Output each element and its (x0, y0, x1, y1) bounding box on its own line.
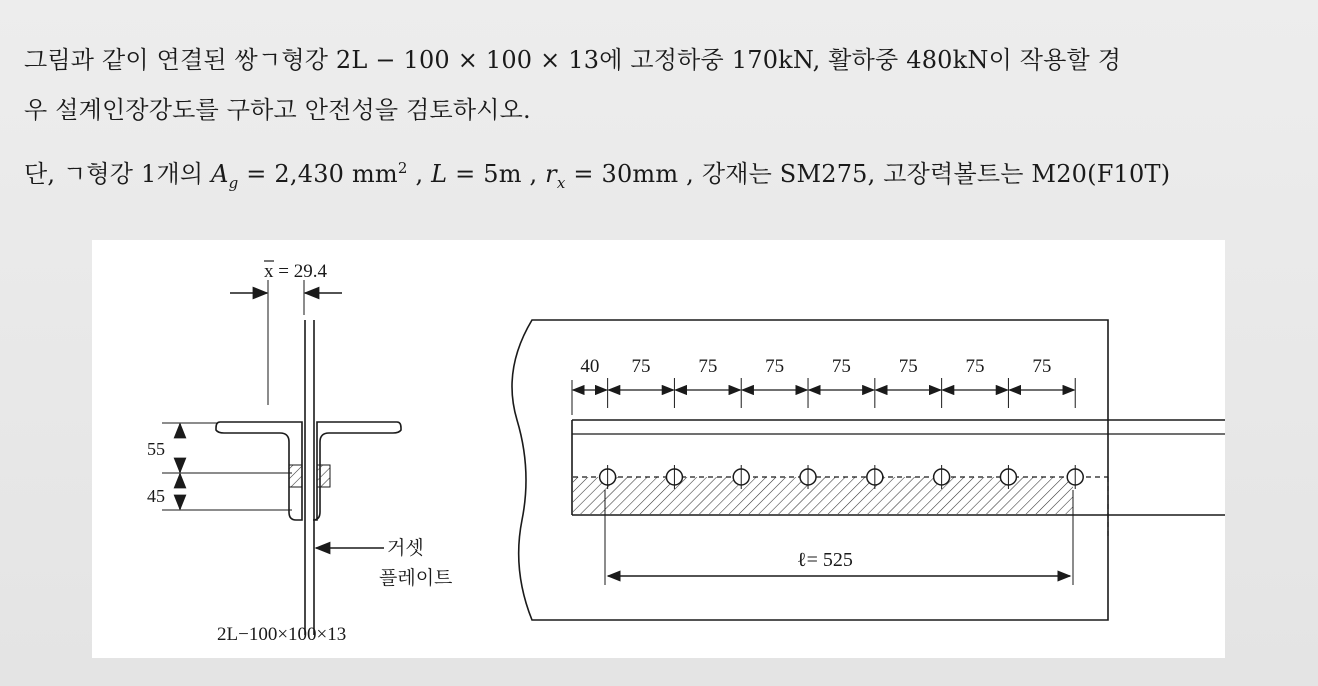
r-value: = 30mm (565, 160, 679, 188)
line3-suffix: , 강재는 SM275, 고장력볼트는 M20(F10T) (678, 160, 1171, 188)
problem-line-2: 우 설계인장강도를 구하고 안전성을 검토하시오. (24, 96, 531, 124)
spacing-label: 40 (580, 356, 600, 377)
spacing-label: 75 (698, 356, 718, 377)
figure-panel (92, 240, 1225, 658)
spacing-label: 75 (631, 356, 651, 377)
ag-symbol: A (211, 160, 229, 188)
spacing-label: 75 (765, 356, 785, 377)
problem-line-3 (24, 154, 1170, 192)
length-label: ℓ= 525 (797, 549, 853, 571)
spacing-dimensions (573, 356, 1075, 408)
spacing-label: 75 (898, 356, 918, 377)
sep-1: , (407, 160, 432, 188)
block-hatch (573, 477, 1073, 514)
section-view (162, 280, 401, 635)
section-caption: 2L−100×100×13 (217, 624, 347, 645)
spacing-label: 75 (831, 356, 851, 377)
elevation-view (512, 320, 1225, 620)
hatch-right (317, 465, 330, 487)
spacing-label: 75 (1032, 356, 1052, 377)
ag-value: = 2,430 mm (238, 160, 398, 188)
ag-exponent: 2 (397, 159, 408, 177)
gusset-label-2: 플레이트 (379, 567, 453, 589)
xbar-label: x = 29.4 (264, 261, 327, 282)
dim-45-label: 45 (147, 486, 165, 506)
dim-55-label: 55 (147, 439, 165, 459)
connection-figure (92, 240, 1225, 658)
l-value: = 5m , (447, 160, 546, 188)
r-subscript: x (556, 173, 566, 192)
problem-line-1: 그림과 같이 연결된 쌍ㄱ형강 2L − 100 × 100 × 13에 고정하중 170kN, 활하중 480kN이 작용할 경 (24, 46, 1122, 74)
line3-prefix: 단, ㄱ형강 1개의 (24, 160, 212, 188)
gusset-label-1: 거셋 (387, 537, 424, 559)
spacing-label: 75 (965, 356, 985, 377)
l-symbol: L (431, 160, 448, 188)
r-symbol: r (545, 160, 557, 188)
hatch-left (289, 465, 302, 487)
ag-subscript: g (228, 173, 239, 192)
